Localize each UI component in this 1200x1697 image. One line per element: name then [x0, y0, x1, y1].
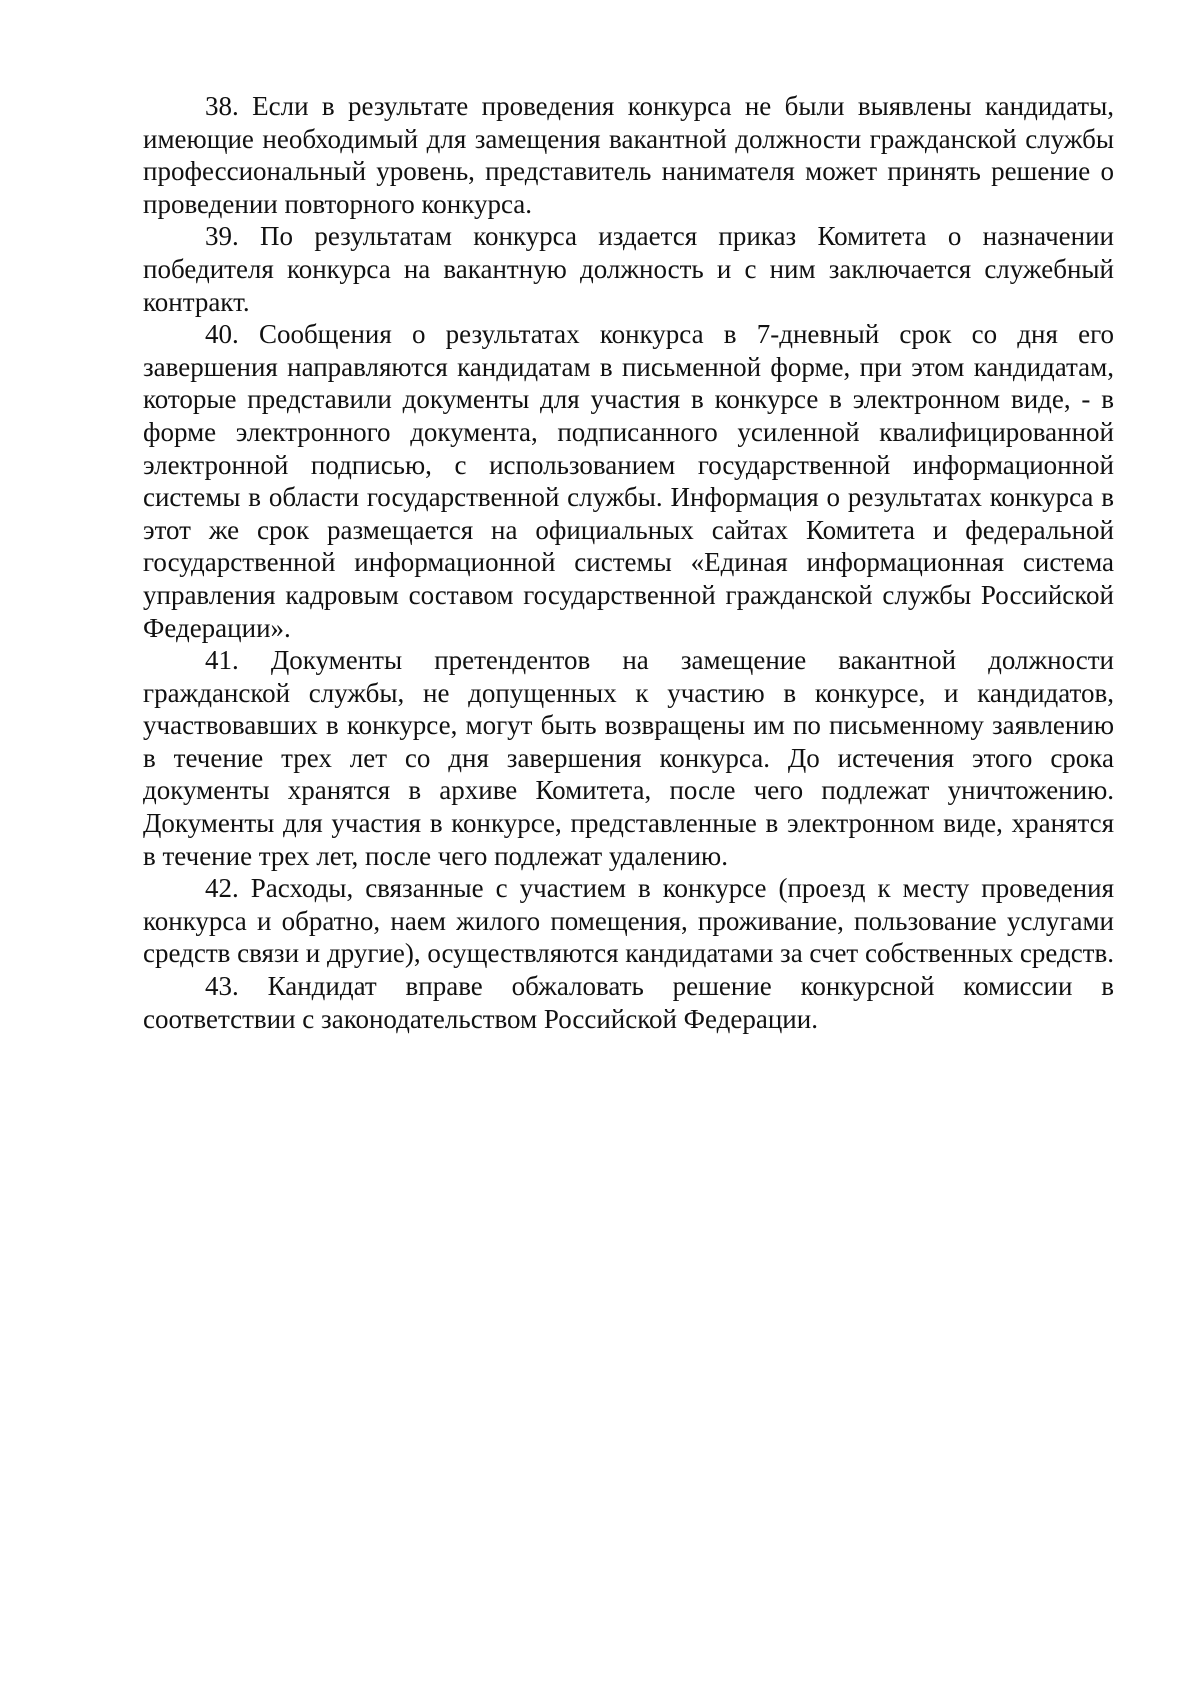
paragraph-39: 39. По результатам конкурса издается приказ Комитета о назначении победителя конкурса на вакантную должность и с ним заключается служебный контракт.	[143, 221, 1114, 317]
paragraph-38: 38. Если в результате проведения конкурса не были выявлены кандидаты, имеющие необходимый для замещения вакантной должности гражданской службы профессиональный уровень, представитель нанимателя может принять решение о проведении повторного конкурса.	[143, 91, 1114, 219]
paragraph-43: 43. Кандидат вправе обжаловать решение конкурсной комиссии в соответствии с законодательством Российской Федерации.	[143, 971, 1114, 1034]
paragraph-40: 40. Сообщения о результатах конкурса в 7-дневный срок со дня его завершения направляются кандидатам в письменной форме, при этом кандидатам, которые представили документы для участия в конкурсе в электронном виде, - в форме электронного документа, подписанного усиленной квалифицированной электронной подписью, с использованием государственной информационной системы в области государственной службы. Информация о результатах конкурса в этот же срок размещается на официальных сайтах Комитета и федеральной государственной информационной системы «Единая информационная система управления кадровым составом государственной гражданской службы Российской Федерации».	[143, 319, 1114, 643]
document-body	[143, 90, 1114, 1035]
paragraph-41: 41. Документы претендентов на замещение вакантной должности гражданской службы, не допущенных к участию в конкурсе, и кандидатов, участвовавших в конкурсе, могут быть возвращены им по письменному заявлению в течение трех лет со дня завершения конкурса. До истечения этого срока документы хранятся в архиве Комитета, после чего подлежат уничтожению. Документы для участия в конкурсе, представленные в электронном виде, хранятся в течение трех лет, после чего подлежат удалению.	[143, 645, 1114, 871]
paragraph-42: 42. Расходы, связанные с участием в конкурсе (проезд к месту проведения конкурса и обратно, наем жилого помещения, проживание, пользование услугами средств связи и другие), осуществляются кандидатами за счет собственных средств.	[143, 873, 1114, 969]
